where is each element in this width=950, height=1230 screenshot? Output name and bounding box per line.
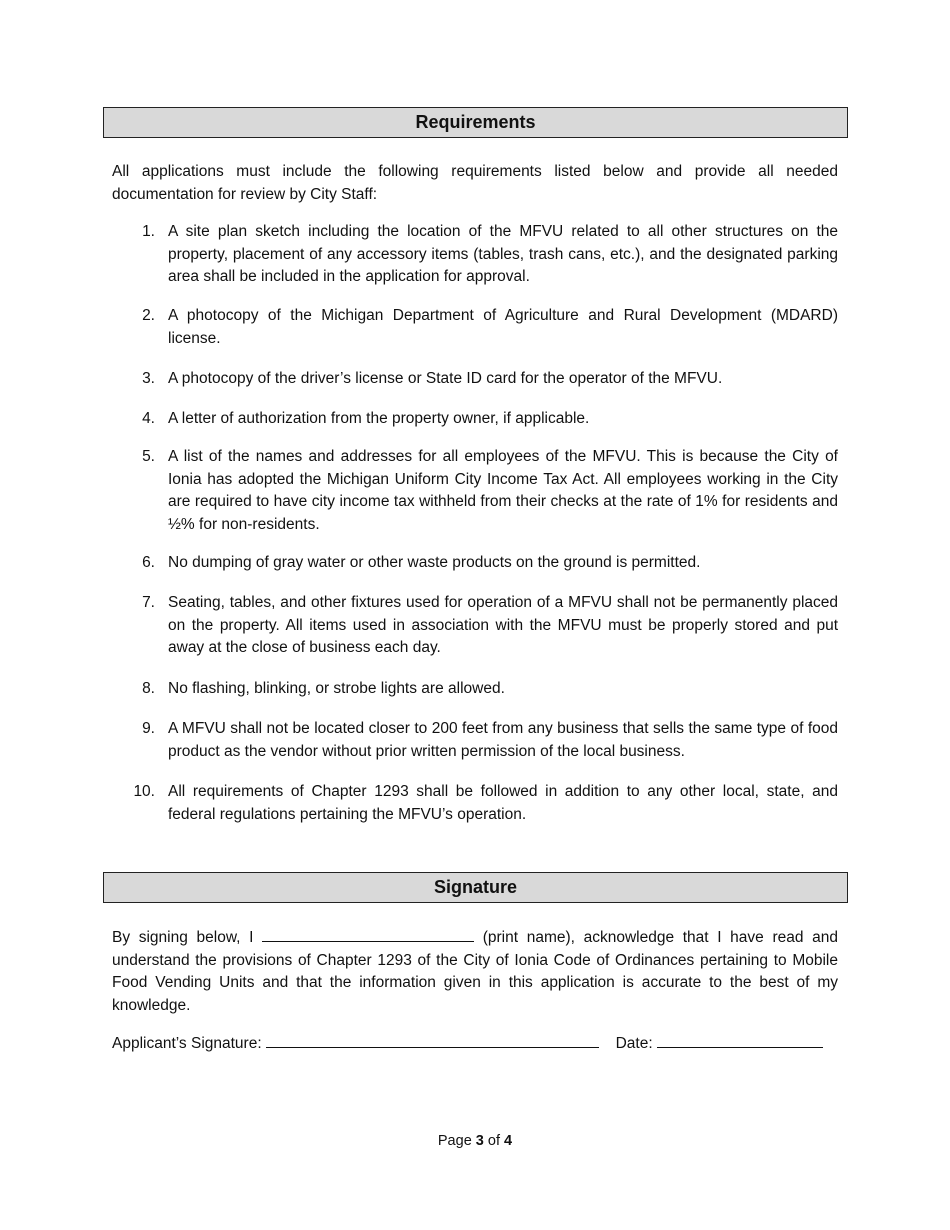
requirement-number: 1. — [142, 223, 155, 240]
requirement-text: A letter of authorization from the property owner, if applicable. — [168, 410, 590, 427]
requirement-text: All requirements of Chapter 1293 shall be followed in addition to any other local, state, and federal regulations pertaining the MFVU’s operation. — [168, 783, 838, 823]
requirement-text: A photocopy of the driver’s license or State ID card for the operator of the MFVU. — [168, 370, 723, 387]
requirement-number: 10. — [133, 783, 155, 800]
requirement-number: 4. — [142, 410, 155, 427]
total-pages-number: 4 — [504, 1133, 513, 1149]
date-label: Date: — [615, 1035, 653, 1052]
page-word: Page — [437, 1133, 472, 1149]
requirement-number: 9. — [142, 720, 155, 737]
requirement-number: 5. — [142, 448, 155, 465]
current-page-number: 3 — [475, 1133, 484, 1149]
requirement-text: A photocopy of the Michigan Department of Agriculture and Rural Development (MDARD) license. — [168, 307, 838, 347]
of-word: of — [487, 1133, 500, 1149]
requirement-number: 3. — [142, 370, 155, 387]
requirement-text: A site plan sketch including the location of the MFVU related to all other structures on the property, placement of any accessory items (tables, trash cans, etc.), and the designated parking area shall be included in the application for approval. — [168, 223, 838, 285]
statement-end: (print name), acknowledge that I have read and understand the provisions of Chapter 1293 of the City of Ionia Code of Ordinances pertaining to Mobile Food Vending Units and that the information given in this application is accurate to the best of my knowledge. — [112, 929, 838, 1014]
requirement-text: No flashing, blinking, or strobe lights are allowed. — [168, 680, 505, 697]
requirements-intro: All applications must include the following requirements listed below and provide all needed documentation for review by City Staff: — [112, 163, 838, 203]
requirement-number: 6. — [142, 554, 155, 571]
requirement-number: 8. — [142, 680, 155, 697]
requirement-text: No dumping of gray water or other waste products on the ground is permitted. — [168, 554, 701, 571]
signature-line — [112, 1032, 838, 1056]
requirements-heading: Requirements — [103, 107, 848, 138]
requirement-number: 7. — [142, 594, 155, 611]
applicant-signature-field[interactable] — [266, 1032, 599, 1048]
applicant-signature-label: Applicant’s Signature: — [112, 1035, 262, 1052]
requirement-number: 2. — [142, 307, 155, 324]
signature-heading: Signature — [103, 872, 848, 903]
requirement-text: A list of the names and addresses for all employees of the MFVU. This is because the City of Ionia has adopted the Michigan Uniform City Income Tax Act. All employees working in the City are required to have city income tax withheld from their checks at the rate of 1% for residents and ½% for non-residents. — [168, 448, 838, 533]
signature-statement — [112, 926, 838, 1017]
requirement-text: A MFVU shall not be located closer to 200 feet from any business that sells the same type of food product as the vendor without prior written permission of the local business. — [168, 720, 838, 760]
date-field[interactable] — [657, 1032, 823, 1048]
page-footer — [0, 1133, 950, 1149]
print-name-field[interactable] — [262, 926, 474, 942]
requirement-text: Seating, tables, and other fixtures used for operation of a MFVU shall not be permanently placed on the property. All items used in association with the MFVU must be properly stored and put away at the close of business each day. — [168, 594, 838, 656]
statement-start: By signing below, I — [112, 929, 254, 946]
